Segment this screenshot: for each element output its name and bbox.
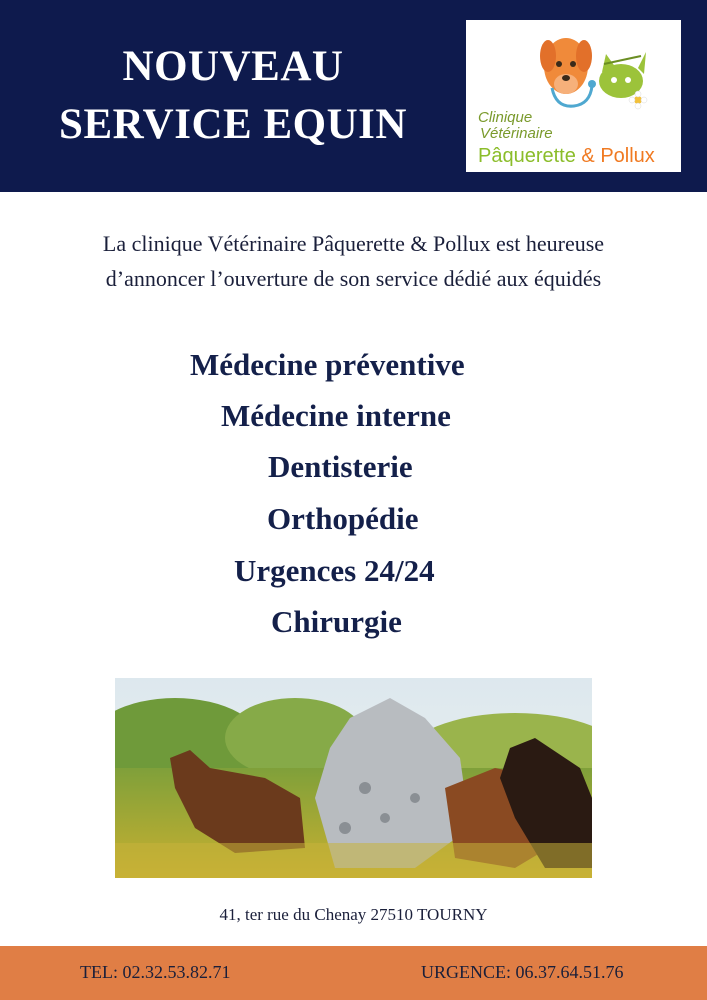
emergency-number: URGENCE: 06.37.64.51.76 — [421, 962, 624, 982]
service-item: Dentisterie — [268, 449, 413, 484]
intro-line-2: d’annoncer l’ouverture de son service dédié aux équidés — [105, 266, 602, 291]
title-line-1: NOUVEAU — [122, 43, 344, 90]
logo-line-1: Clinique — [478, 109, 533, 126]
phone-number: TEL: 02.32.53.82.71 — [80, 962, 231, 982]
horses-image — [115, 678, 592, 878]
header-banner — [0, 0, 707, 192]
horses-photo — [115, 678, 592, 878]
logo-line-2: Vétérinaire — [480, 125, 553, 142]
service-item: Chirurgie — [271, 604, 402, 639]
footer-bar — [0, 946, 707, 1000]
service-item: Médecine interne — [221, 398, 451, 433]
title-line-2: SERVICE EQUIN — [59, 101, 407, 148]
service-item: Médecine préventive — [190, 347, 465, 382]
logo-name-pollux: Pollux — [600, 145, 655, 167]
dog-cat-logo-icon — [526, 26, 656, 122]
logo-text — [478, 110, 678, 168]
logo-line-3 — [478, 144, 678, 168]
service-item: Orthopédie — [267, 501, 419, 536]
intro-line-1: La clinique Vétérinaire Pâquerette & Pollux est heureuse — [102, 231, 605, 256]
clinic-address: 41, ter rue du Chenay 27510 TOURNY — [219, 905, 488, 924]
page-title — [18, 38, 448, 154]
service-item: Urgences 24/24 — [234, 553, 435, 588]
intro-paragraph — [20, 226, 687, 296]
clinic-logo — [466, 20, 681, 172]
logo-ampersand: & — [575, 145, 601, 167]
logo-name-paquerette: Pâquerette — [478, 145, 576, 167]
